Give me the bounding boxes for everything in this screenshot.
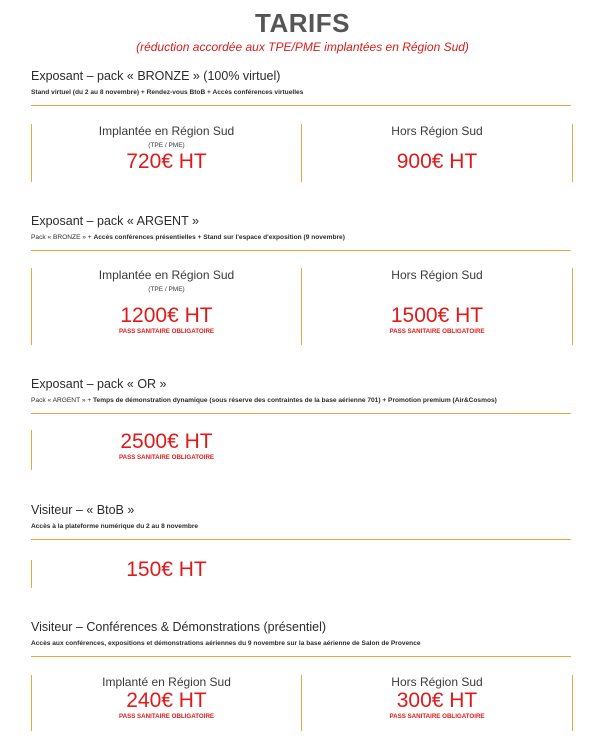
pass-sanitaire-note: PASS SANITAIRE OBLIGATOIRE [118, 328, 215, 335]
page-subtitle: (réduction accordée aux TPE/PME implantées en Région Sud) [136, 40, 469, 54]
pass-sanitaire-note: PASS SANITAIRE OBLIGATOIRE [389, 328, 485, 335]
section-or [31, 376, 571, 414]
price-box-label: Implantée en Région Sud [98, 268, 235, 282]
section-description-text: Temps de démonstration dynamique (sous réserve des contraintes de la base aérienne 701) + Promotion premium (Air&Cosmos) [93, 397, 497, 404]
price-box-label: Hors Région Sud [391, 675, 483, 689]
divider [31, 413, 571, 414]
price-box-region-sud [31, 675, 302, 731]
price-value: 240€ HT [126, 689, 207, 712]
price-box-single [31, 560, 301, 588]
page-title: TARIFS [255, 8, 350, 38]
section-title: Exposant – pack « BRONZE » (100% virtuel) [31, 69, 281, 83]
pass-sanitaire-note: PASS SANITAIRE OBLIGATOIRE [389, 713, 485, 720]
price-box-sublabel: (TPE / PME) [148, 142, 185, 149]
price-value: 300€ HT [396, 689, 478, 712]
section-description [31, 233, 571, 242]
section-visiteur-btob [31, 502, 571, 540]
price-box-label: Hors Région Sud [391, 124, 483, 138]
price-box-label: Hors Région Sud [391, 268, 483, 282]
price-box-label: Implanté en Région Sud [102, 675, 231, 689]
price-value: 1200€ HT [120, 304, 213, 327]
section-title: Visiteur – Conférences & Démonstrations (présentiel) [31, 620, 327, 634]
price-box-hors-region [302, 124, 573, 182]
price-box-single [31, 430, 301, 470]
section-description: Accès à la plateforme numérique du 2 au 8 novembre [31, 523, 199, 530]
section-description-prefix: Pack « BRONZE » + [31, 234, 94, 241]
divider [31, 656, 571, 657]
price-box-sublabel: (TPE / PME) [148, 286, 185, 293]
section-argent [31, 213, 571, 251]
divider [31, 250, 571, 251]
section-description [31, 396, 571, 405]
section-visiteur-conferences [31, 619, 571, 657]
pass-sanitaire-note: PASS SANITAIRE OBLIGATOIRE [118, 454, 215, 461]
pass-sanitaire-note: PASS SANITAIRE OBLIGATOIRE [118, 713, 215, 720]
price-value: 150€ HT [126, 558, 207, 581]
section-description: Accès aux conférences, expositions et démonstrations aériennes du 9 novembre sur la base aérienne de Salon de Provence [31, 640, 421, 647]
divider [31, 105, 571, 106]
price-box-label: Implantée en Région Sud [98, 124, 235, 138]
price-value: 720€ HT [126, 150, 207, 173]
section-description-prefix: Pack « ARGENT » + [31, 397, 93, 404]
section-title: Exposant – pack « OR » [31, 377, 167, 391]
price-box-hors-region [302, 675, 573, 731]
section-title: Exposant – pack « ARGENT » [31, 214, 199, 228]
price-box-region-sud [31, 124, 302, 182]
price-box-hors-region [302, 268, 573, 345]
section-description: Stand virtuel (du 2 au 8 novembre) + Rendez-vous BtoB + Accès conférences virtuelles [31, 89, 304, 96]
divider [31, 539, 571, 540]
price-box-region-sud [31, 268, 302, 345]
section-description-text: Accès conférences présentielles + Stand sur l'espace d'exposition (9 novembre) [93, 234, 345, 241]
section-title: Visiteur – « BtoB » [31, 503, 135, 517]
price-value: 2500€ HT [120, 430, 213, 453]
section-bronze [31, 68, 571, 106]
price-value: 900€ HT [396, 150, 478, 173]
price-value: 1500€ HT [390, 304, 484, 327]
